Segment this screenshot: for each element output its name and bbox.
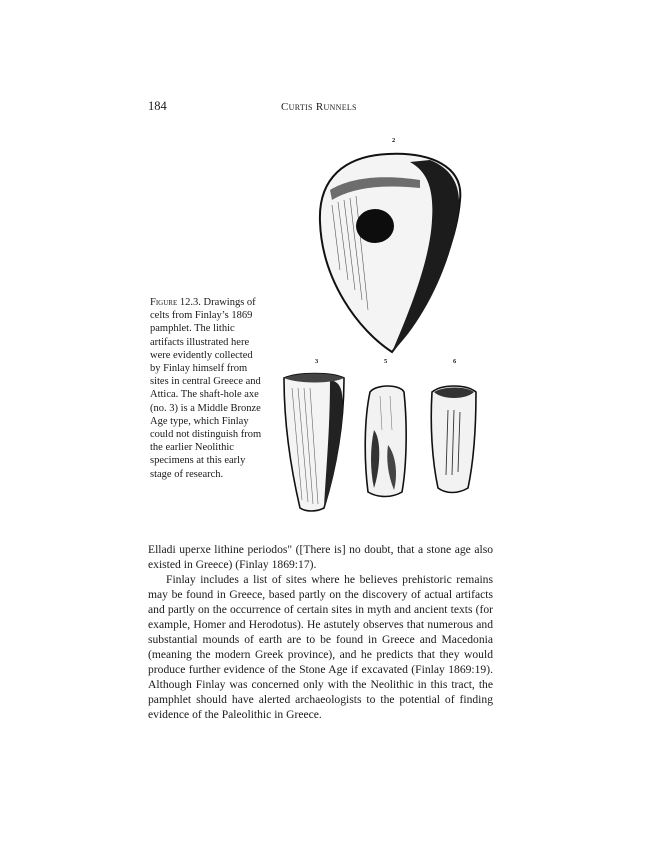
figure-celts [270,130,510,520]
celt-drawings [270,130,510,520]
paragraph-2: Finlay includes a list of sites where he believes prehistoric remains may be found in Greece, based partly on the discovery of actual artifacts and partly on the occurrence of certain sites in myth and ancient texts (for example, Homer and Herodotus). He astutely observes that numerous and substantial mounds of earth are to be found in Greece and Macedonia (meaning the modern Greek province), and he predicts that they would produce further evidence of the Stone Age if excavated (Finlay 1869:19). Although Finlay was concerned only with the Neolithic in this tract, the pamphlet should have alerted archaeologists to the potential of finding evidence of the Paleolithic in Greece. [148,573,493,721]
shaft-hole-axe-drawing [320,154,460,352]
figure-number-2: 2 [392,137,396,144]
figure-number-5: 5 [384,358,388,365]
paragraph-1: Elladi uperxe lithine periodos" ([There is] no doubt, that a stone age also existed in Greece) (Finlay 1869:17). [148,543,493,571]
caption-text: Drawings of celts from Finlay’s 1869 pamphlet. The lithic artifacts illustrated here were evidently collected by Finlay himself from sites in central Greece and Attica. The shaft-hole axe (no. 3) is a Middle Bronze Age type, which Finlay could not distinguish from the earlier Neolithic specimens at this early stage of research. [150,297,262,480]
celt-6-drawing [431,386,476,493]
figure-number-6: 6 [453,358,457,365]
celt-5-drawing [365,386,406,497]
figure-number-3: 3 [315,358,319,365]
page-number: 184 [148,99,167,113]
figure-caption [150,296,262,481]
running-head: Curtis Runnels [281,101,357,113]
celt-3-drawing [284,374,344,512]
body-text [148,542,493,722]
caption-label: Figure 12.3. [150,297,201,308]
